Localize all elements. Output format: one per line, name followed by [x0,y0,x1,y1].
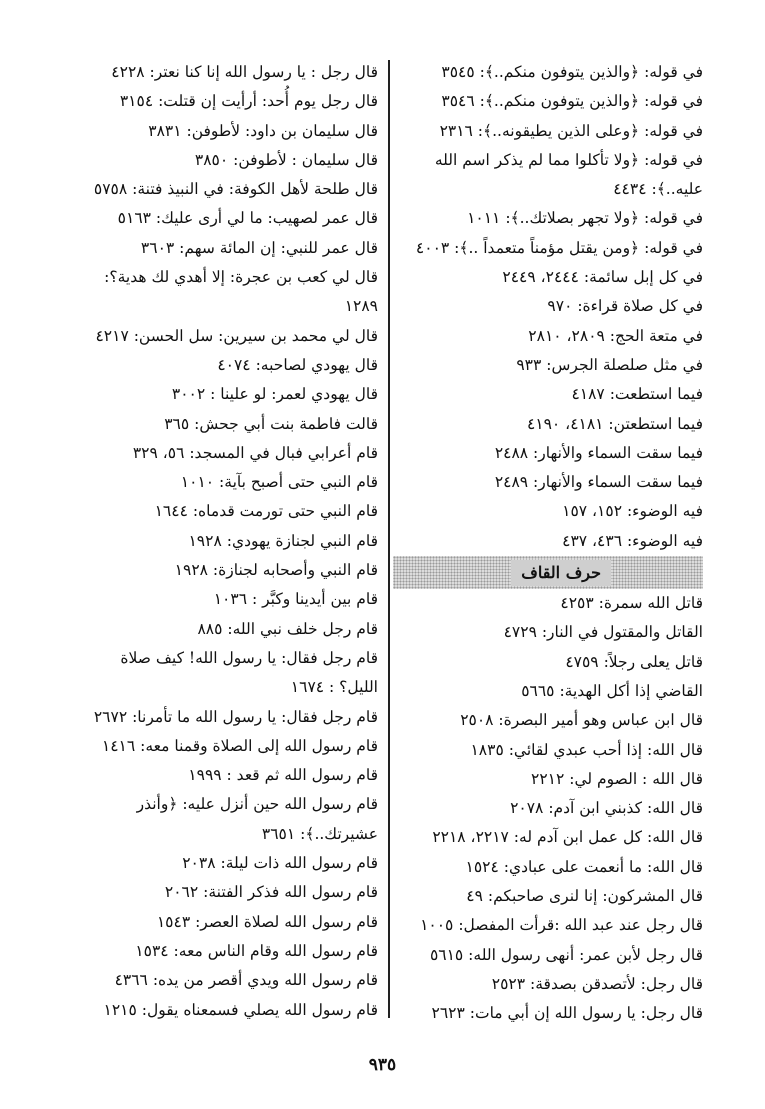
section-heading-label: حرف القاف [511,560,611,586]
index-entry: قالت فاطمة بنت أبي جحش: ٣٦٥ [164,414,378,433]
index-entry: في قوله: ﴿ولا تأكلوا مما لم يذكر اسم الله عليه..﴾: ٤٤٣٤ [434,150,703,199]
index-entry: قال لي كعب بن عجرة: إلا أهدي لك هدية؟: ١٢٨٩ [104,268,378,316]
index-entry: قام رجل فقال: يا رسول الله! كيف صلاة الليل؟ : ١٦٧٤ [120,648,378,697]
index-entry: قال رجل: لأتصدقن بصدقة: ٢٥٢٣ [491,974,703,993]
index-entry: قال الله: كل عمل ابن آدم له: ٢٢١٧، ٢٢١٨ [432,828,703,847]
index-entry: القاضي إذا أكل الهدية: ٥٦٦٥ [521,681,703,700]
index-entry: قال لي محمد بن سيرين: سل الحسن: ٤٢١٧ [95,326,378,345]
index-entry: قاتل يعلى رجلاً: ٤٧٥٩ [565,652,703,671]
index-entry: فيما استطعت: ٤١٨٧ [571,385,703,404]
index-entry: القاتل والمقتول في النار: ٤٧٢٩ [503,623,703,642]
index-entry: في قوله: ﴿ولا تجهر بصلاتك..﴾: ١٠١١ [467,209,703,228]
index-entry: قام أعرابي فبال في المسجد: ٥٦، ٣٢٩ [132,443,378,462]
index-entry: في متعة الحج: ٢٨٠٩، ٢٨١٠ [528,326,703,345]
index-entry: في قوله: ﴿والذين يتوفون منكم..﴾: ٣٥٤٦ [441,92,703,111]
left-column [78,58,378,1025]
index-entry: قال الله : الصوم لي: ٢٢١٢ [531,769,703,788]
column-divider [388,60,390,1018]
index-entry: قام النبي لجنازة يهودي: ١٩٢٨ [188,531,378,550]
index-entry: فيه الوضوء: ٤٣٦، ٤٣٧ [562,531,703,550]
index-entry: في مثل صلصلة الجرس: ٩٣٣ [516,355,703,374]
index-entry: قال المشركون: إنا لنرى صاحبكم: ٤٩ [466,887,703,906]
index-entry: قال طلحة لأهل الكوفة: في النبيذ فتنة: ٥٧٥٨ [93,180,378,199]
index-entry: قال الله: كذبني ابن آدم: ٢٠٧٨ [510,799,703,818]
index-entry: قام رسول الله ويدي أقصر من يده: ٤٣٦٦ [114,971,378,990]
index-entry: في قوله: ﴿والذين يتوفون منكم..﴾: ٣٥٤٥ [441,63,703,81]
index-entry: قام رسول الله لصلاة العصر: ١٥٤٣ [156,912,378,931]
index-entry: قال رجل: يا رسول الله إن أبي مات: ٢٦٢٣ [431,1004,703,1023]
index-entry: في كل إبل سائمة: ٢٤٤٤، ٢٤٤٩ [502,268,703,287]
index-entry: قال رجل يوم أُحد: أرأيت إن قتلت: ٣١٥٤ [119,92,378,111]
index-entry: في كل صلاة قراءة: ٩٧٠ [547,297,703,316]
index-entry: قام رسول الله حين أنزل عليه: ﴿وأنذر عشيرتك..﴾: ٣٦٥١ [136,795,378,843]
index-entry: قام رسول الله وقام الناس معه: ١٥٣٤ [135,941,378,960]
index-entry: فيما سقت السماء والأنهار: ٢٤٨٨ [494,443,703,462]
index-entry: قام رسول الله يصلي فسمعناه يقول: ١٢١٥ [103,1000,378,1019]
index-entry: قام رسول الله ذات ليلة: ٢٠٣٨ [182,854,378,873]
index-entry: قال رجل عند عبد الله :قرأت المفصل: ١٠٠٥ [420,916,703,935]
index-entry: قام بين أيدينا وكبَّر : ١٠٣٦ [213,590,378,609]
index-entry: قال ابن عباس وهو أمير البصرة: ٢٥٠٨ [460,711,703,730]
index-entry: قال عمر للنبي: إن المائة سهم: ٣٦٠٣ [140,238,378,257]
index-entry: قال سليمان : لأطوفن: ٣٨٥٠ [194,150,378,169]
index-entry: قال رجل لأبن عمر: أنهى رسول الله: ٥٦١٥ [429,945,703,964]
index-entry: قام النبي حتى أصبح بآية: ١٠١٠ [180,473,378,492]
index-entry: قام رجل خلف نبي الله: ٨٨٥ [197,619,378,638]
index-entry: قام رسول الله إلى الصلاة وقمنا معه: ١٤١٦ [101,736,378,755]
section-heading-qaf [393,556,703,589]
index-entry: قال الله: إذا أحب عبدي لقائي: ١٨٣٥ [470,740,703,759]
right-column [393,58,703,1029]
index-entry: قام النبي حتى تورمت قدماه: ١٦٤٤ [154,502,378,521]
index-entry: فيما سقت السماء والأنهار: ٢٤٨٩ [494,473,703,492]
index-entry: في قوله: ﴿وعلى الذين يطيقونه..﴾: ٢٣١٦ [439,121,703,140]
index-entry: قام رسول الله ثم قعد : ١٩٩٩ [188,766,378,785]
index-entry: قال رجل : يا رسول الله إنا كنا نعتر: ٤٢٢٨ [111,63,378,81]
index-entry: قال يهودي لعمر: لو علينا : ٣٠٠٢ [171,385,378,404]
index-entry: قام رجل فقال: يا رسول الله ما تأمرنا: ٢٦٧٢ [93,707,378,726]
index-entry: قال سليمان بن داود: لأطوفن: ٣٨٣١ [148,121,378,140]
index-entry: قال يهودي لصاحبه: ٤٠٧٤ [217,355,378,374]
index-entry: قاتل الله سمرة: ٤٢٥٣ [560,594,703,613]
index-entry: قال الله: ما أنعمت على عبادي: ١٥٢٤ [465,857,703,876]
index-entry: فيه الوضوء: ١٥٢، ١٥٧ [562,502,703,521]
index-entry: قال عمر لصهيب: ما لي أرى عليك: ٥١٦٣ [117,209,378,228]
page-number: ٩٣٥ [368,1055,397,1075]
index-entry: فيما استطعتن: ٤١٨١، ٤١٩٠ [526,414,703,433]
index-entry: قام النبي وأصحابه لجنازة: ١٩٢٨ [174,561,378,580]
index-entry: قام رسول الله فذكر الفتنة: ٢٠٦٢ [164,883,378,902]
index-entry: في قوله: ﴿ومن يقتل مؤمناً متعمداً ..﴾: ٤٠٠٣ [415,238,703,257]
